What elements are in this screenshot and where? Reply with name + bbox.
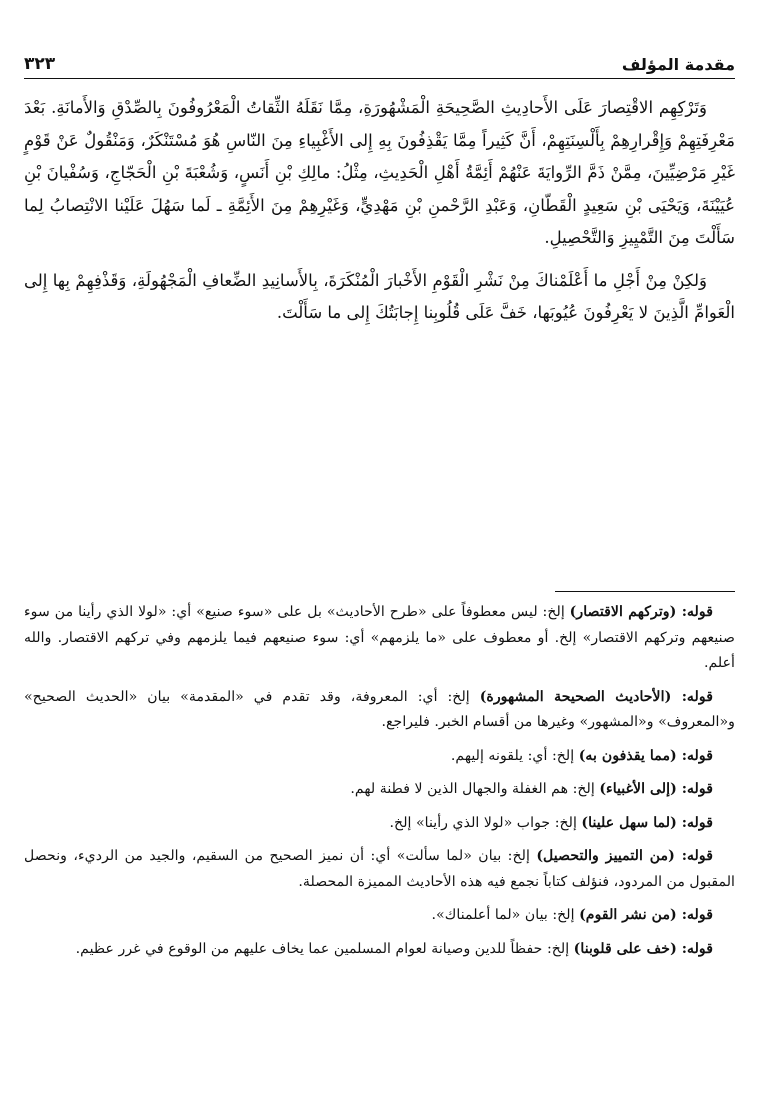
page-number: ٣٢٣ — [24, 54, 56, 74]
footnote-separator — [555, 591, 735, 592]
footnote — [24, 811, 735, 837]
footnote-label: قوله: (لما سهل علينا) — [581, 814, 713, 831]
main-text — [24, 92, 735, 340]
footnote — [24, 903, 735, 929]
footnote-label: قوله: (مما يقذفون به) — [578, 747, 713, 764]
footnote — [24, 777, 735, 803]
footnote-text: إلخ: بيان «لما سألت» أي: أن نميز الصحيح من السقيم، والجيد من الرديء، ونحصل المقبول من المردود، فنؤلف كتاباً نجمع فيه هذه الأحاديث المميزة المحصلة. — [24, 848, 735, 890]
page-header — [24, 42, 735, 79]
footnote-label: قوله: (الأحاديث الصحيحة المشهورة) — [479, 688, 713, 705]
footnote-text: إلخ: ليس معطوفاً على «طرح الأحاديث» بل على «سوء صنيع» أي: «لولا الذي رأينا من سوء صنيعهم وتركهم الاقتصار» إلخ. أو معطوف على «ما يلزمهم» أي: سوء صنيعهم فيما يلزمهم وفي تركهم الاقتصار. والله أعلم. — [24, 604, 735, 671]
footnote — [24, 937, 735, 963]
footnotes — [24, 600, 735, 970]
running-title: مقدمة المؤلف — [621, 55, 735, 74]
footnote-text: إلخ: جواب «لولا الذي رأينا» إلخ. — [389, 814, 582, 831]
footnote-text: إلخ: بيان «لما أعلمناك». — [431, 907, 580, 923]
footnote-text: إلخ: أي: المعروفة، وقد تقدم في «المقدمة» بيان «الحديث الصحيح» و«المعروف» و«المشهور» وغيرها من أقسام الخبر. فليراجع. — [24, 688, 735, 730]
footnote-label: قوله: (إلى الأغبياء) — [599, 781, 713, 797]
footnote — [24, 744, 735, 770]
footnote — [24, 685, 735, 736]
footnote-label: قوله: (وتركهم الاقتصار) — [569, 604, 713, 620]
footnote-text: إلخ: هم الغفلة والجهال الذين لا فطنة لهم. — [350, 781, 600, 797]
footnote-label: قوله: (من نشر القوم) — [579, 907, 713, 923]
footnote — [24, 600, 735, 677]
footnote-label: قوله: (خف على قلوبنا) — [573, 940, 713, 957]
footnote-text: إلخ: أي: يلقونه إليهم. — [450, 747, 579, 764]
footnote — [24, 844, 735, 895]
main-paragraph: وَلكِنْ مِنْ أَجْلِ ما أَعْلَمْناكَ مِنْ نَشْرِ الْقَوْمِ الأَخْبارَ الْمُنْكَرَةَ، بِالأَسانِيدِ الضِّعافِ الْمَجْهُولَةِ، وَقَذْفِهِمْ بِها إِلى الْعَوامِّ الَّذِينَ لا يَعْرِفُونَ عُيُوبَها، خَفَّ عَلَى قُلُوبِنا إِجابَتُكَ إِلى ما سَأَلْتَ. — [24, 270, 735, 322]
footnote-text: إلخ: حفظاً للدين وصيانة لعوام المسلمين عما يخاف عليهم من الوقوع في غرر عظيم. — [75, 940, 574, 957]
footnote-label: قوله: (من التمييز والتحصيل) — [536, 848, 713, 864]
main-paragraph: وَتَرْكِهِم الاقْتِصارَ عَلَى الأَحادِيثِ الصَّحِيحَةِ الْمَشْهُورَةِ، مِمَّا نَقَلَهُ الثِّقاتُ الْمَعْرُوفُونَ بِالصِّدْقِ وَالأَمانَةِ. بَعْدَ مَعْرِفَتِهِمْ وَإِقْرارِهِمْ بِأَلْسِنَتِهِمْ، أَنَّ كَثِيراً مِمَّا يَقْذِفُونَ بِهِ إِلى الأَغْبِياءِ مِنَ النّاسِ هُوَ مُسْتَنْكَرٌ، وَمَنْقُولٌ عَنْ قَوْمٍ غَيْرِ مَرْضِيِّينَ، مِمَّنْ ذَمَّ الرِّوايَةَ عَنْهُمْ أَئِمَّةُ أَهْلِ الْحَدِيثِ، مِثْلُ: مالِكِ بْنِ أَنَسٍ، وَشُعْبَةَ بْنِ الْحَجّاجِ، وَسُفْيانَ بْنِ عُيَيْنَةَ، وَيَحْيَى بْنِ سَعِيدٍ الْقَطّانِ، وَعَبْدِ الرَّحْمنِ بْنِ مَهْدِيٍّ، وَغَيْرِهِمْ مِنَ الأَئِمَّةِ ـ لَما سَهُلَ عَلَيْنا الانْتِصابُ لِما سَأَلْتَ مِنَ التَّمْيِيزِ وَالتَّحْصِيلِ. — [24, 98, 735, 247]
